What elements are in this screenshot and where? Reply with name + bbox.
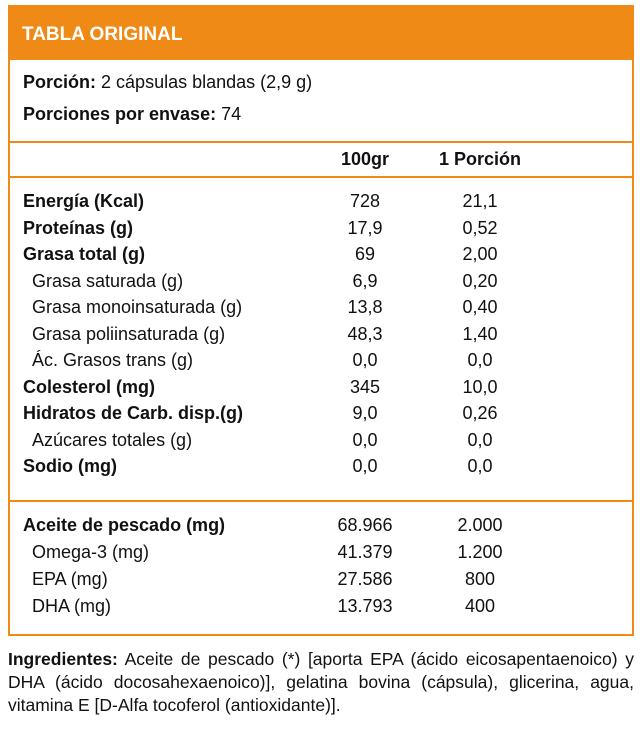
table-row [10,321,632,348]
value-portion: 1,40 [462,323,498,344]
value-100gr: 0,0 [352,350,378,370]
value-portion: 0,26 [462,403,498,423]
ingredients-block [8,648,634,717]
divider [10,500,632,502]
value-100gr: 27.586 [337,569,393,589]
value-portion: 10,0 [462,376,498,397]
table-row [10,427,632,454]
value-portion: 0,0 [467,429,493,450]
row-label: Hidratos de Carb. disp.(g) [23,403,244,423]
ingredients-label: Ingredientes: [8,649,118,669]
table-row [10,400,632,427]
row-label: Ác. Grasos trans (g) [32,350,194,370]
table-row [10,188,632,215]
value-100gr: 48,3 [347,323,383,344]
column-headers [10,146,632,173]
value-100gr: 6,9 [352,270,378,291]
row-label: EPA (mg) [32,569,108,589]
per-container-value: 74 [221,104,242,124]
table-row [10,215,632,242]
value-portion: 1.200 [457,542,503,562]
per-container-label: Porciones por envase: [23,104,217,124]
value-100gr: 17,9 [347,217,383,238]
row-label: Proteínas (g) [23,217,134,238]
value-100gr: 345 [349,376,381,397]
value-portion: 21,1 [462,191,498,211]
table-row [10,593,632,620]
portion-label: Porción: [23,72,97,92]
divider [10,141,632,143]
row-label: Azúcares totales (g) [32,429,193,450]
value-100gr: 68.966 [337,515,393,535]
nutrition-table [8,5,634,636]
value-portion: 2.000 [457,515,503,535]
table-row [10,453,632,480]
row-label: Grasa monoinsaturada (g) [32,297,243,317]
table-title: TABLA ORIGINAL [10,7,632,60]
row-label: DHA (mg) [32,596,112,616]
row-label: Grasa total (g) [23,244,146,264]
column-header-portion: 1 Porción [438,149,522,169]
value-portion: 0,52 [462,217,498,238]
value-100gr: 69 [354,244,376,264]
value-100gr: 0,0 [352,456,378,476]
table-row [10,347,632,374]
divider [10,176,632,178]
table-row [10,294,632,321]
value-portion: 800 [464,569,496,589]
table-row [10,512,632,539]
value-portion: 0,0 [467,456,493,476]
ingredients-text: Aceite de pescado (*) [aporta EPA (ácido eicosapentaenoico) y DHA (ácido docosahexaenoico)], gelatina bovina (cápsula), glicerina, agua, vitamina E [D-Alfa tocoferol (antioxidante)]. [8,649,634,715]
value-portion: 2,00 [462,244,498,264]
table-row [10,374,632,401]
row-label: Grasa saturada (g) [32,270,184,291]
value-100gr: 13.793 [337,596,393,616]
table-row [10,268,632,295]
row-label: Omega-3 (mg) [32,542,150,562]
table-row [10,241,632,268]
value-100gr: 13,8 [347,297,383,317]
value-portion: 400 [464,596,496,616]
value-100gr: 0,0 [352,429,378,450]
column-header-100gr: 100gr [340,149,390,169]
value-portion: 0,20 [462,270,498,291]
table-row [10,566,632,593]
row-label: Colesterol (mg) [23,376,156,397]
row-label: Aceite de pescado (mg) [23,515,226,535]
per-container-line [23,102,241,126]
value-100gr: 728 [349,191,381,211]
row-label: Sodio (mg) [23,456,117,476]
value-100gr: 41.379 [337,542,393,562]
row-label: Energía (Kcal) [23,191,145,211]
portion-line [23,70,312,94]
value-portion: 0,0 [467,350,493,370]
row-label: Grasa poliinsaturada (g) [32,323,226,344]
value-100gr: 9,0 [352,403,378,423]
portion-value: 2 cápsulas blandas (2,9 g) [101,72,313,92]
value-portion: 0,40 [462,297,498,317]
table-row [10,539,632,566]
